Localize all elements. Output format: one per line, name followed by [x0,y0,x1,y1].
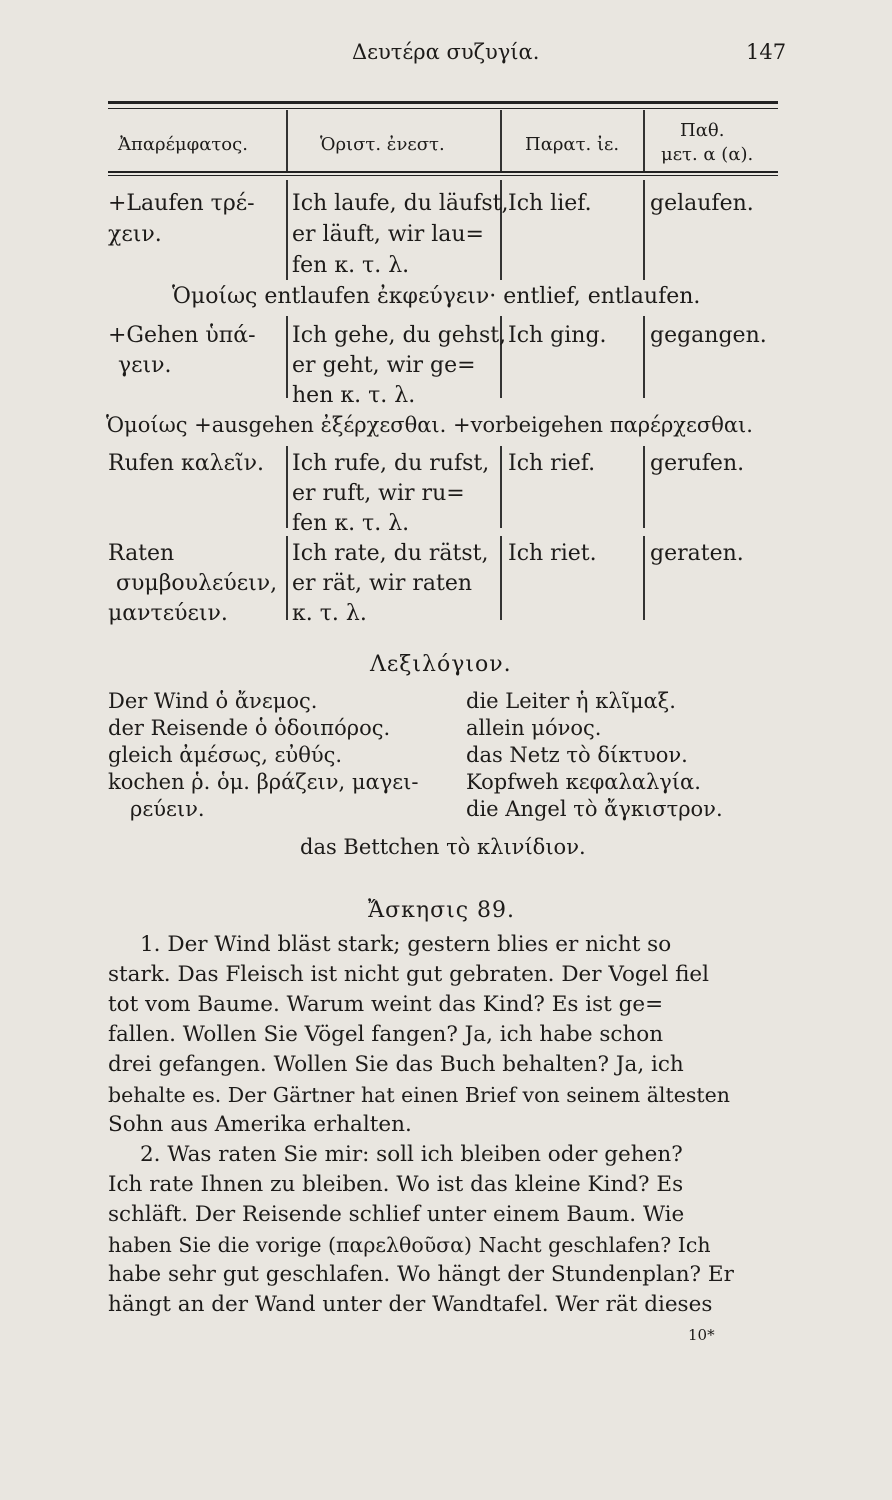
exercise-line: fallen. Wollen Sie Vögel fangen? Ja, ich habe schon [108,1022,664,1047]
vocabulary-title: Λεξιλόγιον. [370,652,512,677]
vocab-left-item: kochen ῥ. ὁμ. βράζειν, μαγει- [108,770,419,794]
gehen-similar: Ὁμοίως +ausgehen ἐξέρχεσθαι. +vorbeigehen παρέρχεσθαι. [106,413,753,437]
signature-mark: 10* [688,1326,715,1344]
table-top-rule [108,101,778,104]
gehen-participle: gegangen. [650,323,767,348]
raten-present-2: er rät, wir raten [292,571,473,596]
exercise-line: haben Sie die vorige (παρελθοῦσα) Nacht geschlafen? Ich [108,1233,711,1257]
col-header-participle-2: μετ. α (α). [661,144,754,165]
exercise-line: habe sehr gut geschlafen. Wo hängt der Stundenplan? Er [108,1262,734,1287]
vocab-right-item: die Leiter ἡ κλῖμαξ. [466,689,676,713]
col-divider [500,536,502,620]
col-divider [500,110,502,171]
exercise-line: drei gefangen. Wollen Sie das Buch behalten? Ja, ich [108,1052,684,1077]
gehen-infinitive-1: +Gehen ὑπά- [108,323,256,348]
raten-present-3: κ. τ. λ. [292,601,367,626]
exercise-line: 1. Der Wind bläst stark; gestern blies er nicht so [140,932,672,957]
vocab-right-item: die Angel τὸ ἄγκιστρον. [466,797,723,821]
col-divider [643,180,645,280]
laufen-similar: Ὁμοίως entlaufen ἐκφεύγειν· entlief, entlaufen. [172,284,701,309]
gehen-infinitive-2: γειν. [118,353,172,378]
exercise-line: tot vom Baume. Warum weint das Kind? Es ist ge= [108,992,664,1017]
exercise-line: Ich rate Ihnen zu bleiben. Wo ist das kleine Kind? Es [108,1172,684,1197]
laufen-infinitive-1: +Laufen τρέ- [108,191,255,216]
gehen-present-1: Ich gehe, du gehst, [292,323,507,348]
raten-infinitive-1: Raten [108,541,175,566]
raten-participle: geraten. [650,541,744,566]
exercise-line: Sohn aus Amerika erhalten. [108,1112,412,1137]
page-number: 147 [746,40,787,64]
laufen-infinitive-2: χειν. [108,222,162,247]
gehen-present-3: hen κ. τ. λ. [292,383,416,408]
laufen-present-1: Ich laufe, du läufst, [292,191,509,216]
vocab-left-item: ρεύειν. [130,797,205,821]
header-bottom-rule-thin [108,175,778,176]
exercise-line: behalte es. Der Gärtner hat einen Brief von seinem ältesten [108,1083,730,1107]
table-top-rule-thin [108,108,778,109]
col-divider [643,446,645,528]
raten-infinitive-3: μαντεύειν. [108,601,228,626]
exercise-line: 2. Was raten Sie mir: soll ich bleiben oder gehen? [140,1142,683,1167]
rufen-present-3: fen κ. τ. λ. [292,511,410,536]
col-divider [286,536,288,620]
exercise-line: hängt an der Wand unter der Wandtafel. Wer rät dieses [108,1292,713,1317]
col-header-past: Παρατ. ἰε. [525,134,620,155]
col-divider [643,316,645,398]
rufen-infinitive-1: Rufen καλεῖν. [108,451,264,476]
header-bottom-rule [108,171,778,173]
col-divider [286,316,288,398]
gehen-present-2: er geht, wir ge= [292,353,476,378]
rufen-participle: gerufen. [650,451,745,476]
exercise-title: Ἄσκησις 89. [368,898,516,923]
laufen-participle: gelaufen. [650,191,754,216]
raten-present-1: Ich rate, du rätst, [292,541,489,566]
vocab-right-item: allein μόνος. [466,716,602,740]
vocab-last-item: das Bettchen τὸ κλινίδιον. [300,835,586,859]
laufen-present-2: er läuft, wir lau= [292,222,484,247]
col-divider [643,110,645,171]
gehen-past: Ich ging. [508,323,607,348]
vocab-left-item: Der Wind ὁ ἄνεμος. [108,689,318,713]
col-divider [286,446,288,528]
rufen-past: Ich rief. [508,451,596,476]
col-header-participle-1: Παθ. [680,120,725,141]
vocab-left-item: gleich ἀμέσως, εὐθύς. [108,743,343,767]
raten-infinitive-2: συμβουλεύειν, [116,571,278,596]
col-divider [286,110,288,171]
rufen-present-1: Ich rufe, du rufst, [292,451,490,476]
vocab-right-item: das Netz τὸ δίκτυον. [466,743,688,767]
rufen-present-2: er ruft, wir ru= [292,481,465,506]
exercise-line: schläft. Der Reisende schlief unter einem Baum. Wie [108,1202,685,1227]
col-header-infinitive: Ἀπαρέμφατος. [118,134,248,155]
col-header-present: Ὁριστ. ἐνεστ. [320,134,445,155]
laufen-past: Ich lief. [508,191,592,216]
vocab-left-item: der Reisende ὁ ὁδοιπόρος. [108,716,391,740]
col-divider [643,536,645,620]
running-title: Δευτέρα συζυγία. [352,40,540,64]
col-divider [500,446,502,528]
col-divider [286,180,288,280]
raten-past: Ich riet. [508,541,597,566]
laufen-present-3: fen κ. τ. λ. [292,253,410,278]
vocab-right-item: Kopfweh κεφαλαλγία. [466,770,701,794]
exercise-line: stark. Das Fleisch ist nicht gut gebraten. Der Vogel fiel [108,962,710,987]
